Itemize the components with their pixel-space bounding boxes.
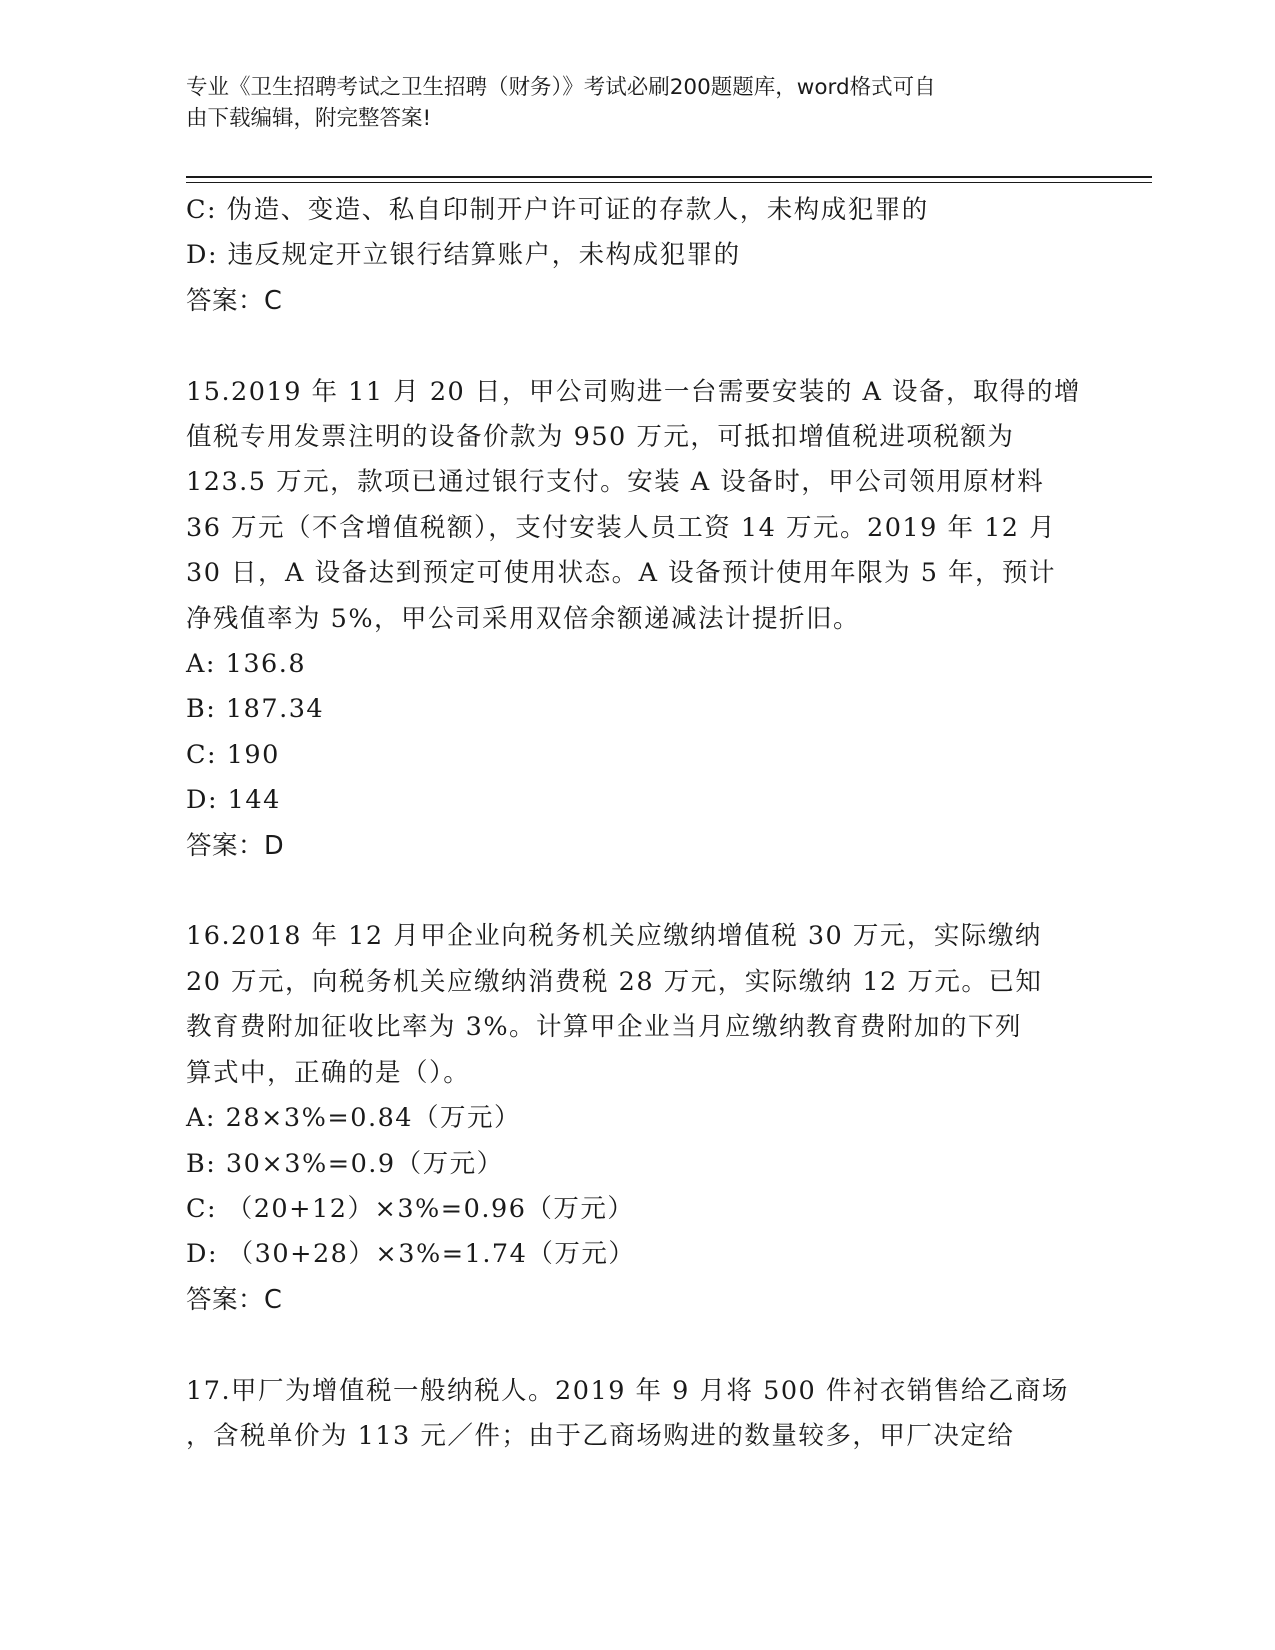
q17-stem-line: ，含税单价为 113 元／件；由于乙商场购进的数量较多，甲厂决定给 bbox=[186, 1420, 1015, 1451]
q15-stem-line: 36 万元（不含增值税额），支付安装人员工资 14 万元。2019 年 12 月 bbox=[186, 512, 1057, 543]
q15-stem-line: 值税专用发票注明的设备价款为 950 万元，可抵扣增值税进项税额为 bbox=[186, 422, 1015, 453]
q15-stem-line: 123.5 万元，款项已通过银行支付。安装 A 设备时，甲公司领用原材料 bbox=[186, 467, 1045, 498]
q16-option-d: D: （30+28）×3%=1.74（万元） bbox=[186, 1239, 636, 1270]
q14-option-c: C: 伪造、变造、私自印制开户许可证的存款人，未构成犯罪的 bbox=[186, 195, 929, 225]
question-14-tail bbox=[186, 188, 1086, 324]
q16-stem-line: 16.2018 年 12 月甲企业向税务机关应缴纳增值税 30 万元，实际缴纳 bbox=[186, 921, 1042, 952]
q16-stem-line: 教育费附加征收比率为 3%。计算甲企业当月应缴纳教育费附加的下列 bbox=[186, 1012, 1023, 1043]
question-16 bbox=[186, 914, 1086, 1323]
q15-stem-line: 15.2019 年 11 月 20 日，甲公司购进一台需要安装的 A 设备，取得的增 bbox=[186, 376, 1082, 407]
q16-answer: 答案：C bbox=[186, 1284, 283, 1315]
spacer bbox=[186, 1323, 1086, 1368]
q15-option-c: C: 190 bbox=[186, 739, 280, 770]
spacer bbox=[186, 324, 1086, 369]
document-body bbox=[186, 188, 1086, 1459]
document-header bbox=[186, 72, 1066, 134]
header-divider-thin bbox=[186, 182, 1152, 183]
q17-stem-line: 17.甲厂为增值税一般纳税人。2019 年 9 月将 500 件衬衣销售给乙商场 bbox=[186, 1375, 1069, 1406]
q15-option-a: A: 136.8 bbox=[186, 649, 307, 680]
spacer bbox=[186, 869, 1086, 914]
q16-stem-line: 20 万元，向税务机关应缴纳消费税 28 万元，实际缴纳 12 万元。已知 bbox=[186, 966, 1043, 997]
q15-stem-line: 净残值率为 5%，甲公司采用双倍余额递减法计提折旧。 bbox=[186, 603, 861, 634]
q16-option-c: C: （20+12）×3%=0.96（万元） bbox=[186, 1193, 635, 1224]
header-line-2: 由下载编辑，附完整答案! bbox=[186, 106, 432, 131]
q15-answer: 答案：D bbox=[186, 830, 285, 861]
question-17 bbox=[186, 1369, 1086, 1460]
q14-option-d: D: 违反规定开立银行结算账户，未构成犯罪的 bbox=[186, 240, 741, 271]
q16-stem-line: 算式中，正确的是（）。 bbox=[186, 1057, 471, 1088]
header-divider-thick bbox=[186, 176, 1152, 178]
q16-option-b: B: 30×3%=0.9（万元） bbox=[186, 1148, 504, 1179]
header-line-1: 专业《卫生招聘考试之卫生招聘（财务）》考试必刷200题题库，word格式可自 bbox=[186, 75, 936, 100]
q16-option-a: A: 28×3%=0.84（万元） bbox=[186, 1103, 522, 1134]
q14-answer: 答案：C bbox=[186, 285, 283, 316]
q15-option-d: D: 144 bbox=[186, 785, 281, 816]
q15-stem-line: 30 日，A 设备达到预定可使用状态。A 设备预计使用年限为 5 年，预计 bbox=[186, 558, 1057, 589]
question-15 bbox=[186, 370, 1086, 869]
q15-option-b: B: 187.34 bbox=[186, 694, 325, 725]
